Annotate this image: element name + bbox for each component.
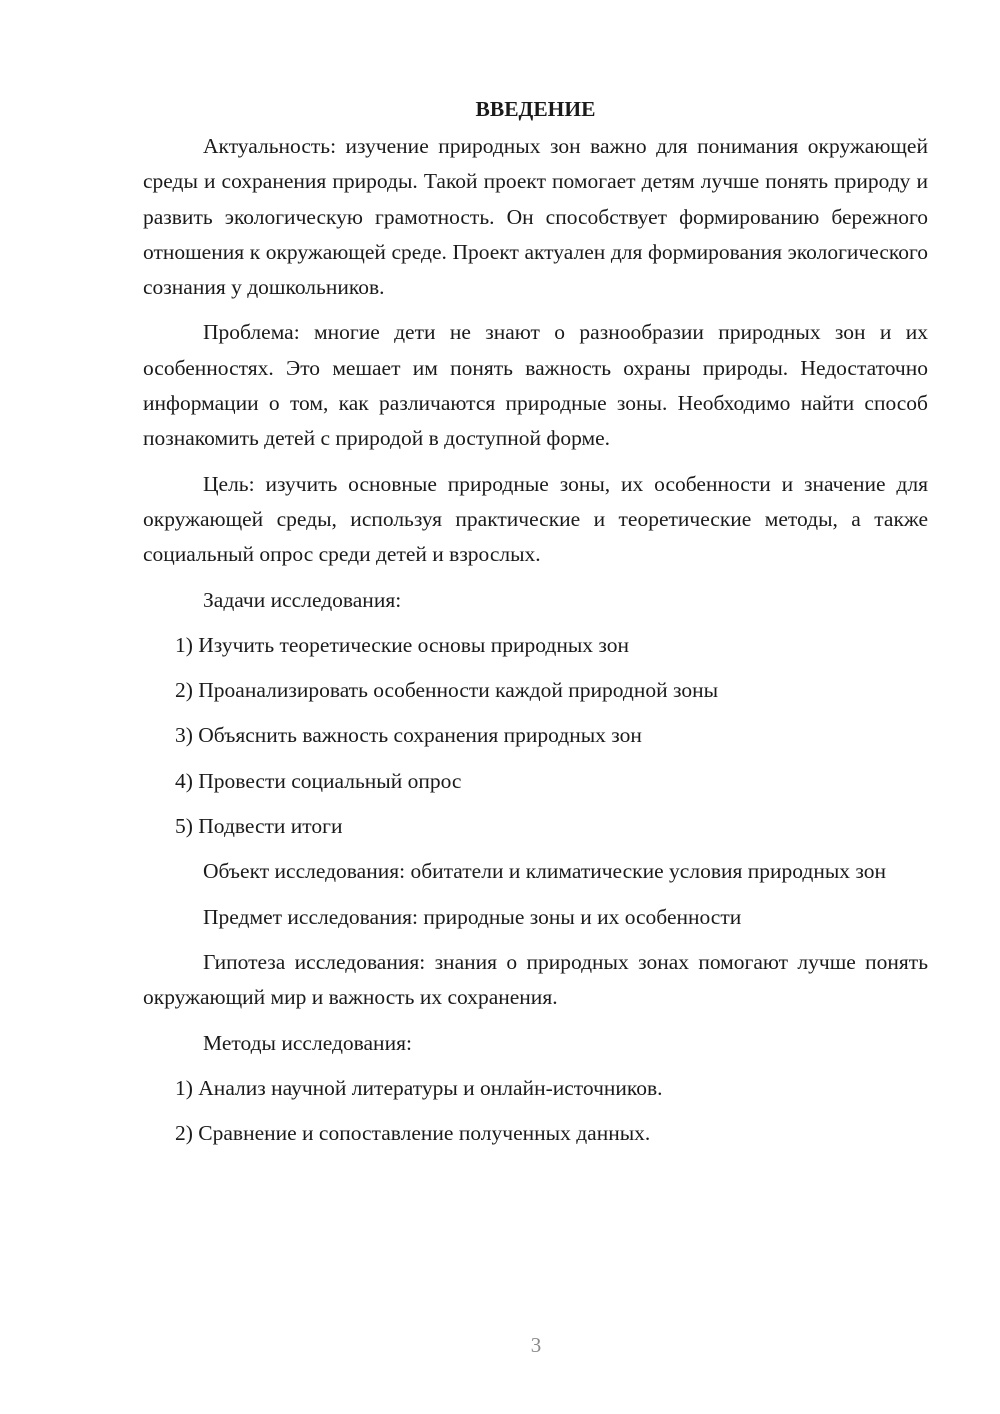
task-item-4: 4) Провести социальный опрос <box>175 768 462 793</box>
method-item-2: 2) Сравнение и сопоставление полученных данных. <box>175 1121 651 1146</box>
task-item-2: 2) Проанализировать особенности каждой природной зоны <box>175 678 719 703</box>
page-number: 3 <box>530 1333 542 1357</box>
goal-paragraph: Цель: изучить основные природные зоны, их особенности и значение для окружающей среды, используя практические и теоретические методы, а также социальный опрос среди детей и взрослых. <box>143 471 928 567</box>
task-item-3: 3) Объяснить важность сохранения природных зон <box>175 723 642 748</box>
methods-heading: Методы исследования: <box>203 1030 412 1055</box>
method-item-1: 1) Анализ научной литературы и онлайн-источников. <box>175 1075 663 1100</box>
task-item-5: 5) Подвести итоги <box>175 814 343 839</box>
hypothesis-paragraph: Гипотеза исследования: знания о природных зонах помогают лучше понять окружающий мир и важность их сохранения. <box>143 949 928 1010</box>
tasks-heading: Задачи исследования: <box>203 587 402 612</box>
object-paragraph: Объект исследования: обитатели и климатические условия природных зон <box>203 859 887 884</box>
section-title: ВВЕДЕНИЕ <box>475 97 596 121</box>
page-content <box>143 92 928 1161</box>
task-item-1: 1) Изучить теоретические основы природных зон <box>175 632 630 657</box>
problem-paragraph: Проблема: многие дети не знают о разнообразии природных зон и их особенностях. Это мешает им понять важность охраны природы. Недостаточно информации о том, как различаются природные зоны. Необходимо найти способ познакомить детей с природой в доступной форме. <box>143 320 928 451</box>
relevance-paragraph: Актуальность: изучение природных зон важно для понимания окружающей среды и сохранения природы. Такой проект помогает детям лучше понять природу и развить экологическую грамотность. Он способствует формированию бережного отношения к окружающей среде. Проект актуален для формирования экологического сознания у дошкольников. <box>143 134 928 300</box>
subject-paragraph: Предмет исследования: природные зоны и их особенности <box>203 904 742 929</box>
